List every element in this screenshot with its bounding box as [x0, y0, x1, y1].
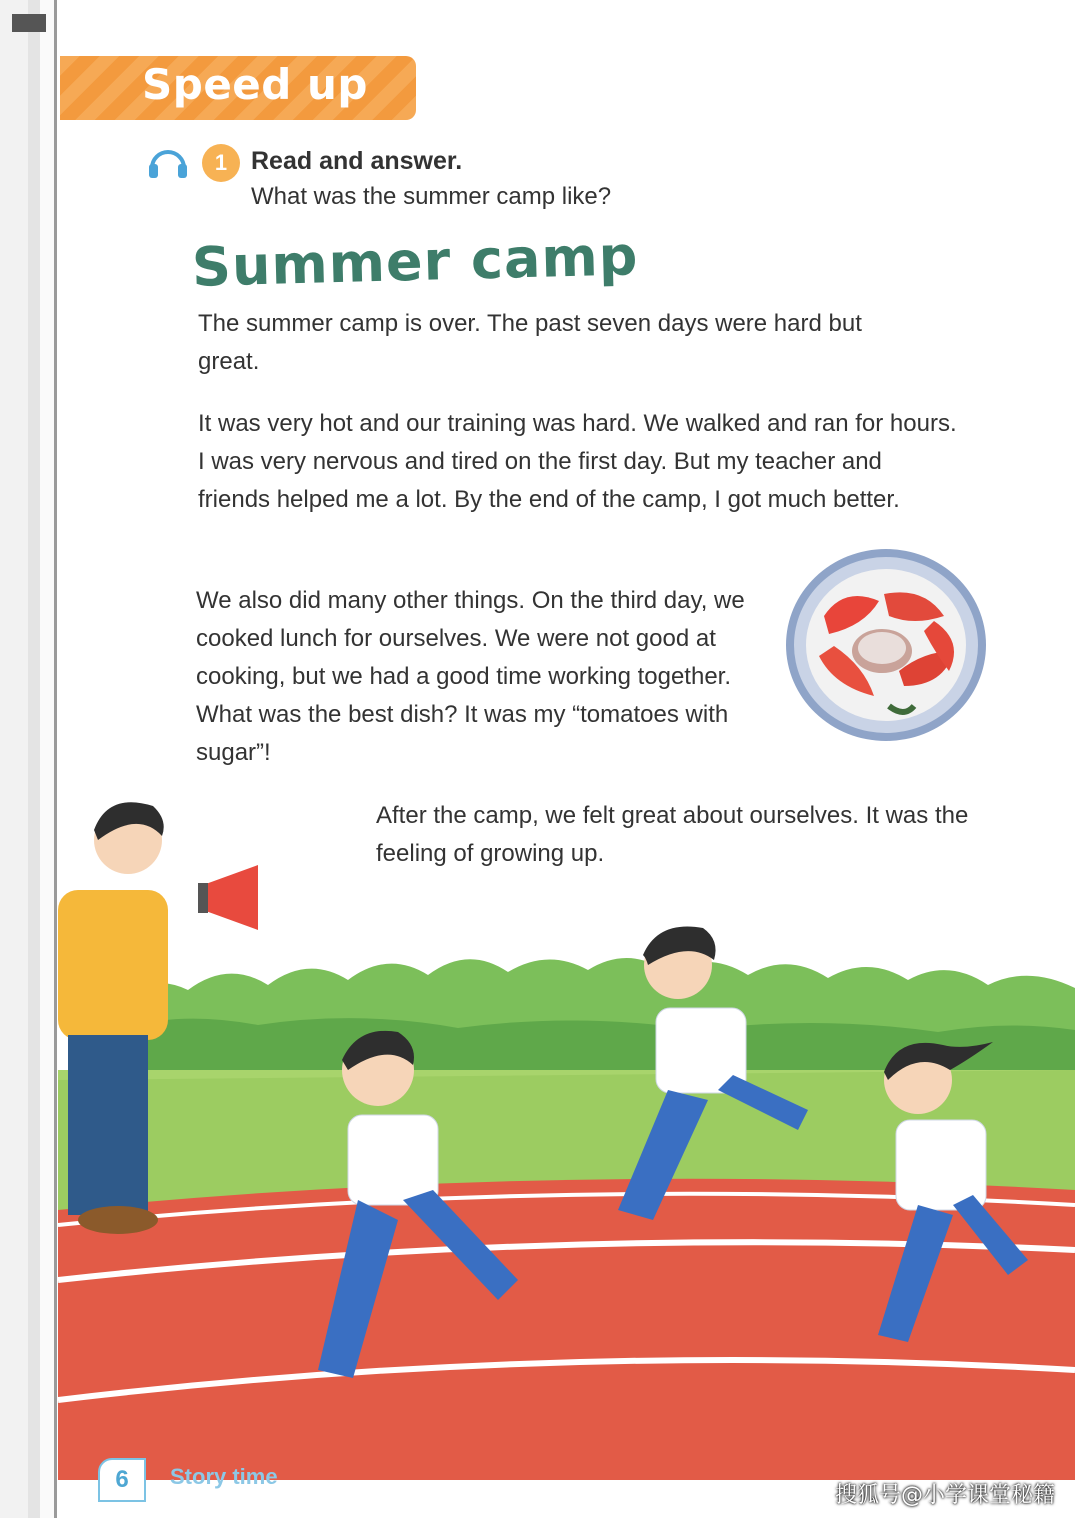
running-track-illustration: [58, 780, 1075, 1480]
story-title: Summer camp: [191, 224, 640, 299]
headphones-icon: [146, 144, 190, 180]
tomato-dish-image: [784, 546, 988, 744]
watermark-text: 搜狐号@小学课堂秘籍: [835, 1483, 1056, 1508]
exercise-instruction: Read and answer.: [251, 147, 463, 175]
page-binding-edge: [0, 0, 58, 1518]
exercise-number-badge: 1: [202, 144, 240, 182]
section-title: Speed up: [142, 60, 368, 109]
footer-section-label: Story time: [170, 1464, 278, 1489]
story-paragraph-1: The summer camp is over. The past seven days were hard but great.: [198, 310, 862, 375]
megaphone-icon: [198, 865, 283, 930]
exercise-question: What was the summer camp like?: [251, 183, 612, 210]
binding-mark: [12, 14, 46, 32]
story-paragraph-3: We also did many other things. On the third day, we cooked lunch for ourselves. We were not good at cooking, but we had a good time working together. What was the best dish? It was my “tomatoes with sugar”!: [196, 587, 745, 766]
story-paragraph-4: After the camp, we felt great about ourselves. It was the feeling of growing up.: [376, 802, 969, 867]
page-number: 6: [98, 1458, 146, 1502]
story-paragraph-2: It was very hot and our training was hard. We walked and ran for hours. I was very nervous and tired on the first day. But my teacher and friends helped me a lot. By the end of the camp, I got much better.: [198, 410, 957, 513]
